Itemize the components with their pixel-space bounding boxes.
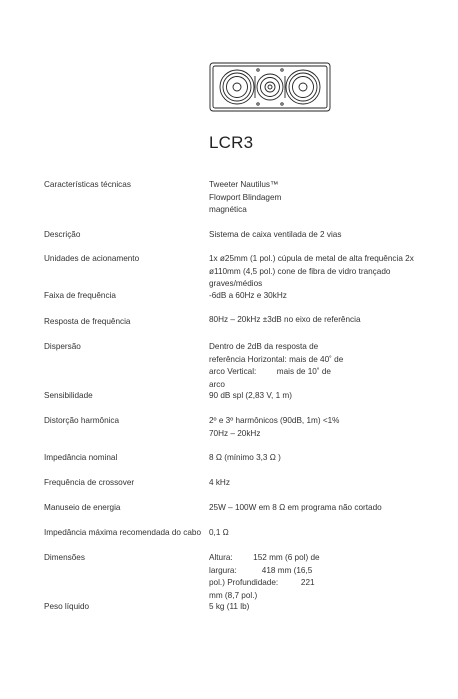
spec-value-harmonic-distortion [209,415,339,440]
spec-label-drive-units: Unidades de acionamento [44,254,140,263]
spec-label-crossover-frequency: Frequência de crossover [44,478,135,487]
spec-value-power-handling [209,502,382,515]
spec-value-line: 5 kg (11 lb) [209,602,250,611]
spec-value-line: 2º e 3º harmônicos (90dB, 1m) <1% [209,416,340,425]
spec-value-crossover-frequency [209,477,230,490]
spec-label-harmonic-distortion: Distorção harmônica [44,416,120,425]
spec-label-dispersion: Dispersão [44,342,81,351]
spec-value-dimensions [209,552,320,602]
product-title: LCR3 [209,133,254,152]
spec-label-nominal-impedance: Impedância nominal [44,453,118,462]
spec-value-line: magnética [209,205,247,214]
spec-value-nominal-impedance [209,452,281,465]
spec-value-line: arco Vertical: mais de 10˚ de [209,367,331,376]
spec-value-line: 80Hz – 20kHz ±3dB no eixo de referência [209,315,361,324]
spec-label-power-handling: Manuseio de energia [44,503,121,512]
spec-value-drive-units [209,253,414,291]
spec-value-line: pol.) Profundidade: 221 [209,578,315,587]
spec-label-features: Características técnicas [44,180,131,189]
spec-value-net-weight [209,601,249,614]
spec-value-max-cable-impedance [209,527,229,540]
spec-value-line: 90 dB spl (2,83 V, 1 m) [209,391,292,400]
spec-value-line: ø110mm (4,5 pol.) cone de fibra de vidro trançado [209,266,391,276]
spec-value-frequency-response [209,314,361,327]
spec-value-line: 1x ø25mm (1 pol.) cúpula de metal de alta frequência 2x [209,254,414,263]
spec-value-line: 25W – 100W em 8 Ω em programa não cortado [209,503,382,512]
spec-label-net-weight: Peso líquido [44,602,90,611]
spec-value-line: graves/médios [209,279,263,288]
spec-label-frequency-response: Resposta de frequência [44,317,131,326]
speaker-drawing-icon [209,62,331,112]
spec-value-line: 8 Ω (mínimo 3,3 Ω ) [209,453,281,462]
spec-value-line: Altura: 152 mm (6 pol) de [209,553,320,562]
spec-label-frequency-range: Faixa de frequência [44,291,116,300]
spec-value-line: referência Horizontal: mais de 40˚ de [209,354,344,364]
spec-value-line: arco [209,379,225,389]
spec-value-line: 0,1 Ω [209,528,229,537]
spec-value-dispersion [209,341,343,391]
spec-value-line: Dentro de 2dB da resposta de [209,342,319,351]
spec-value-frequency-range [209,290,287,303]
spec-value-line: largura: 418 mm (16,5 [209,565,313,575]
spec-value-features [209,179,281,217]
spec-value-sensitivity [209,390,292,403]
spec-value-line: Flowport Blindagem [209,192,282,202]
spec-value-description [209,229,341,242]
spec-label-max-cable-impedance: Impedância máxima recomendada do cabo [44,528,202,537]
spec-label-description: Descrição [44,230,81,239]
spec-value-line: -6dB a 60Hz e 30kHz [209,291,287,300]
spec-label-dimensions: Dimensões [44,553,85,562]
spec-value-line: 4 kHz [209,478,230,487]
spec-label-sensitivity: Sensibilidade [44,391,93,400]
spec-value-line: Tweeter Nautilus™ [209,180,279,189]
spec-value-line: Sistema de caixa ventilada de 2 vias [209,230,342,239]
spec-value-line: mm (8,7 pol.) [209,590,258,600]
spec-value-line: 70Hz – 20kHz [209,428,261,438]
